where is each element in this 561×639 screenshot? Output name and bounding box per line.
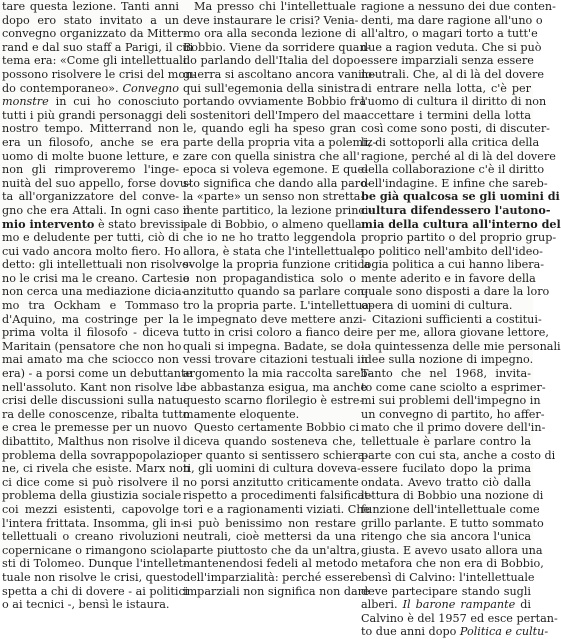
text-line: uomo di molte buone letture, e [2,149,179,163]
text-line: Bobbio. Viene da sorridere quan- [183,40,371,54]
text-line: guerra si ascoltano ancora vanilo- [183,67,376,81]
text-line: alberi. Il barone rampante di [361,598,531,612]
text-line: mi sui problemi dell'impegno in [361,394,541,408]
text-line: mente partitico, la lezione princi- [183,203,373,217]
text-line [361,189,560,204]
text-line: dopo ero stato invitato a un [2,13,179,27]
text-line: be abbastanza esigua, ma anche [183,380,368,394]
bold-text: mia della cultura all'interno del [361,216,561,231]
text-line: po politico nell'ambito dell'ideo- [361,244,543,258]
text-line: mantenendosi fedeli al metodo [183,557,358,571]
text-line: cui vado ancora molto fiero. Ho [2,244,181,258]
text-line: all'altro, o magari torto a tutt'e [361,27,538,41]
text-line: quali si impegna. Badate, se do- [183,339,365,353]
text-line: ondata. Avevo tratto ciò dalla [361,475,531,489]
text-line: metafora che non era di Bobbio, [361,557,544,571]
text-line: problema della giustizia sociale [2,489,182,503]
text-line: Tanto che nel 1968, invita- [361,367,531,381]
text-line: non gli rimproveremo l'inge- [2,163,179,177]
text-line: portando ovviamente Bobbio fra [183,95,367,109]
text-line: che io ne ho tratto leggendola [183,231,356,245]
text-line: ci dice come si può risolvere il [2,475,179,489]
text-line: deve instaurare le crisi? Venia- [183,13,359,27]
text-line: mente aderito e in favore della [361,271,536,285]
text-line: lettura di Bobbio una nozione di [361,489,544,503]
text-line: diceva quando sosteneva che, [183,435,356,448]
text-line: e non propagandistica solo o [183,271,356,285]
text-line: tutti i più grandi personaggi del [2,108,184,122]
text-line: mo ora alla seconda lezione di [183,27,356,41]
text-line: la quintessenza delle mie personali [361,339,561,353]
text-line: dibattito, Malthus non risolve il [2,435,181,448]
text-line: tellettuale è parlare contro la [361,435,531,448]
text-line: così come sono posti, di discuter- [361,122,550,136]
text-line: accettare i termini della lotta [361,108,531,122]
text-line: to come cane sciolto a esprimer- [361,380,546,394]
text-line: nuità del suo appello, forse dovu- [2,176,191,190]
text-line: to due anni dopo Politica e cultu- [361,625,549,639]
text-line: era un filosofo, anche se era [2,135,179,149]
text-line: convegno organizzato da Mitter- [2,27,187,41]
bold-text: be già qualcosa se gli uomini di [361,189,560,204]
text-line: Ma presso chi l'intellettuale [194,0,356,13]
text-line: o ai tecnici -, bensì le istaura. [2,598,170,612]
text-line: Questo certamente Bobbio ci [194,421,360,435]
text-line: do contemporaneo». Convegno [2,81,179,95]
text-line: non cerca una mediazione dicia- [2,285,186,299]
text-line: si può benissimo non restare [183,516,356,530]
italic-text: Convegno [122,81,179,95]
text-line: rand e dal suo staff a Parigi, il cui [2,40,194,54]
text-line: Maritain (pensatore che non ho [2,339,182,353]
text-line: tori e a ragionamenti viziati. Che [183,502,371,516]
text-line [361,202,551,218]
text-line: essere imparziali senza essere [361,54,534,68]
text-line [2,216,188,232]
text-line: e crea le premesse per un nuovo [2,421,188,435]
text-line: dell'imparzialità: perché essere [183,570,362,584]
text-line: ritengo che sia ancora l'unica [361,530,531,544]
text-line: questo scarno florilegio è estre- [183,394,364,408]
text-line: proprio partito o del proprio grup- [361,231,557,245]
text-line: della collaborazione c'è il diritto [361,163,545,177]
text-line: per quanto si sentissero schiera- [183,448,369,462]
text-line: mai amato ma che sciocco non [2,353,179,367]
text-line: gno che era Attali. In ogni caso il [2,203,190,217]
text-line: prima volta il filosofo - diceva [2,326,179,340]
text-line: nostro tempo. Mitterrand non [2,122,179,136]
text-line [2,95,179,109]
text-line: tare questa lezione. Tanti anni [2,0,179,13]
text-line: l'uomo di cultura il diritto di non [361,95,547,109]
text-line: problema della sovrappopolazio- [2,448,187,462]
text-line: funzione dell'intellettuale come [361,502,540,516]
article-column-2 [183,0,377,598]
text-line: tellettuali o creano rivoluzioni [2,530,179,544]
text-line: neutrali, cioè mettersi da una [183,530,356,544]
text-line: vessi trovare citazioni testuali in [183,353,368,367]
text-line: mo tra Ockham e Tommaso [2,299,179,313]
text-line: Calvino è del 1957 ed esce pertan- [361,611,558,625]
text-line: ta all'organizzatore del conve- [2,190,179,204]
text-line: mo e deludente per tutti, ciò di [2,231,179,245]
text-line: qui sull'egemonia della sinistra [183,81,360,95]
text-line: idee sulla nozione di impegno. [361,353,534,367]
text-line: neutrali. Che, al di là del dovere [361,67,544,81]
text-line: argomento la mia raccolta sareb- [183,367,372,381]
text-line: tro la propria parte. L'intellettua- [183,299,373,313]
text-line: quale sono disposti a dare la loro [361,285,550,299]
text-line: parte piuttosto che da un'altra, [183,543,360,557]
text-line: li, di sottoporli alla critica della [361,135,540,149]
text-line: denti, ma dare ragione all'uno o [361,13,543,27]
text-line: giusta. E avevo usato allora una [361,543,543,557]
text-line: zare con quella sinistra che all' [183,149,360,163]
text-line: rispetto a procedimenti falsificat- [183,489,373,503]
text-line: l'intera frittata. Insomma, gli in- [2,516,185,530]
text-line: possono risolvere le crisi del mon- [2,67,197,81]
text-line: crisi delle discussioni sulla natu- [2,394,187,408]
text-line: tuale non risolve le crisi, questo [2,570,184,584]
text-line: parte della propria vita a polemiz- [183,135,377,149]
italic-text: monstre [2,95,49,109]
text-span: è stato brevissi- [94,217,188,231]
text-line: ra delle conoscenze, ribalta tutto [2,407,190,421]
text-line: bensì di Calvino: l'intellettuale [361,570,535,584]
bold-text: cultura difendessero l'autono- [361,202,551,217]
text-line: epoca si voleva egemone. E que- [183,163,368,177]
text-line: di entrare nella lotta, c'è per [361,81,531,95]
text-line: Citazioni sufficienti a costitui- [372,312,542,326]
italic-text: Politica e cultu- [459,625,549,639]
text-line: pale di Bobbio, o almeno quella [183,217,362,231]
text-line: sti di Tolomeo. Dunque l'intellet- [2,557,187,571]
text-line: logia politica a cui hanno libera- [361,258,545,272]
text-line: i sostenitori dell'Impero del ma- [183,108,365,122]
text-line: parte con cui sta, anche a costo di [361,448,556,462]
text-line [361,216,561,232]
text-line: era) - a porsi come un debuttante [2,367,193,381]
text-line: detto: gli intellettuali non risolvo- [2,258,193,272]
text-line: do parlando dell'Italia del dopo- [183,54,365,68]
text-line: coi mezzi esistenti, capovolge [2,502,179,516]
text-line: ragione a nessuno dei due conten- [361,0,556,13]
text-line: re per me, allora giovane lettore, [361,326,549,340]
text-line: ti, gli uomini di cultura doveva- [183,462,361,476]
text-line: deve partecipare stando sugli [361,584,531,598]
text-line: svolge la propria funzione critica [183,258,371,272]
article-column-1 [2,0,197,612]
bold-text: mio intervento [2,216,95,231]
text-line: d'Aquino, ma costringe per la [2,312,179,326]
text-line: imparziali non significa non dare [183,584,370,598]
text-line: essere fucilato dopo la prima [361,462,531,476]
text-span: in cui ho conosciuto [48,95,179,109]
text-line: grillo parlante. E tutto sommato [361,516,544,530]
text-line: copernicane o rimangono sciola- [2,543,187,557]
text-line: nell'assoluto. Kant non risolve la [2,380,187,394]
text-line: sto significa che dando alla paro- [183,176,371,190]
text-line: tutto in crisi coloro a fianco dei [183,326,361,340]
text-line: due a ragion veduta. Che si può [361,40,542,54]
text-line: mamente eloquente. [183,407,300,421]
text-line: ragione, perché al di là del dovere [361,149,556,163]
text-line: le, quando egli ha speso gran [183,122,356,136]
text-line: mato che il primo dovere dell'in- [361,421,546,435]
text-line: spetta a chi di dovere - ai politici [2,584,189,598]
text-line: un convegno di partito, ho affer- [361,407,545,421]
text-line: opera di uomini di cultura. [361,299,513,313]
text-line: allora, è stata che l'intellettuale [183,244,364,258]
text-line: la «parte» un senso non stretta- [183,190,365,204]
text-line: no le crisi ma le creano. Cartesio [2,271,190,285]
text-line: no porsi anzitutto criticamente [183,475,359,489]
text-line: ne, ci rivela che esiste. Marx non [2,462,191,476]
text-line: le impegnato deve mettere anzi- [183,312,367,326]
text-line: dell'indagine. E infine che sareb- [361,176,548,190]
article-column-3 [361,0,561,639]
text-line: tema era: «Come gli intellettuali [2,54,187,68]
text-line: anzitutto quando sa parlare con- [183,285,368,299]
italic-text: Il barone rampante [402,598,516,612]
